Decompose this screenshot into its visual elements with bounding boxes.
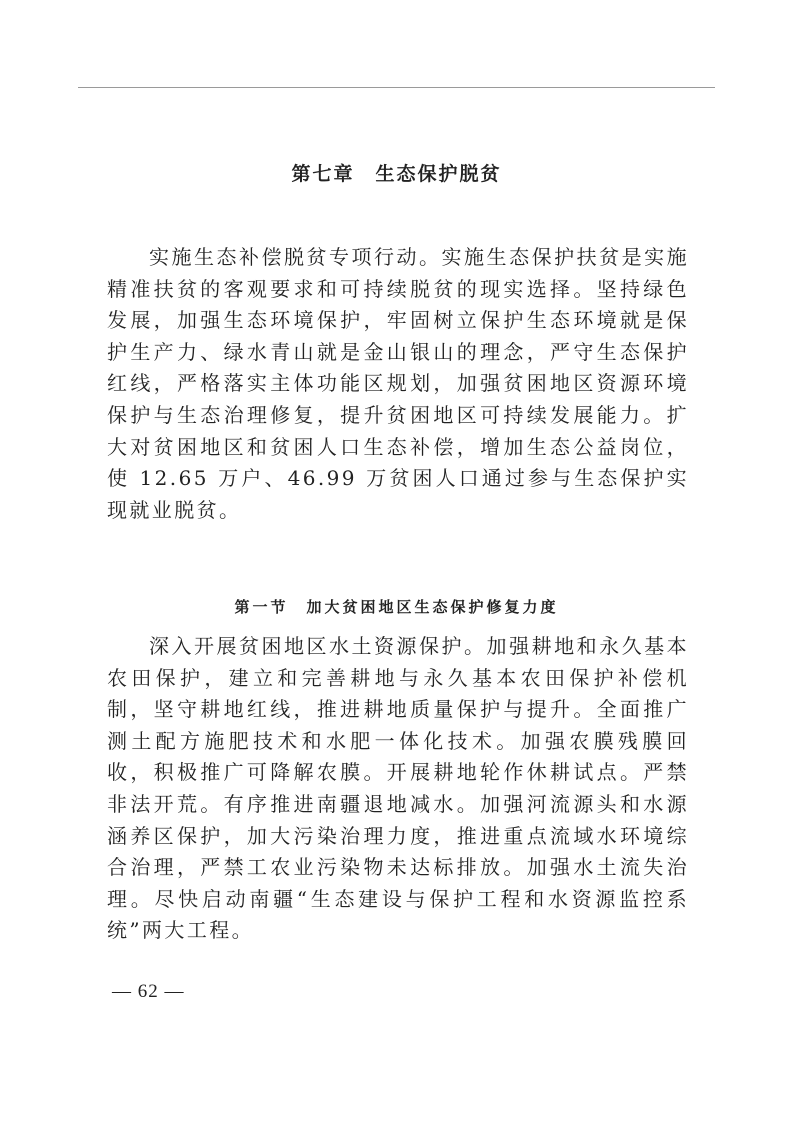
section-title: 第一节 加大贫困地区生态保护修复力度 [234, 598, 559, 616]
section-paragraph: 深入开展贫困地区水土资源保护。加强耕地和永久基本农田保护，建立和完善耕地与永久基本农田保护补偿机制，坚守耕地红线，推进耕地质量保护与提升。全面推广测土配方施肥技术和水肥一体化技术。加强农膜残膜回收，积极推广可降解农膜。开展耕地轮作休耕试点。严禁非法开荒。有序推进南疆退地减水。加强河流源头和水源涵养区保护，加大污染治理力度，推进重点流域水环境综合治理，严禁工农业污染物未达标排放。加强水土流失治理。尽快启动南疆“生态建设与保护工程和水资源监控系统”两大工程。 [107, 634, 689, 943]
intro-paragraph: 实施生态补偿脱贫专项行动。实施生态保护扶贫是实施精准扶贫的客观要求和可持续脱贫的现实选择。坚持绿色发展，加强生态环境保护，牢固树立保护生态环境就是保护生产力、绿水青山就是金山银山的理念，严守生态保护红线，严格落实主体功能区规划，加强贫困地区资源环境保护与生态治理修复，提升贫困地区可持续发展能力。扩大对贫困地区和贫困人口生态补偿，增加生态公益岗位，使 12.65 万户、46.99 万贫困人口通过参与生态保护实现就业脱贫。 [107, 245, 689, 522]
chapter-title: 第七章 生态保护脱贫 [291, 163, 502, 185]
page-number: — 62 — [112, 981, 185, 1002]
header-rule [78, 87, 715, 88]
